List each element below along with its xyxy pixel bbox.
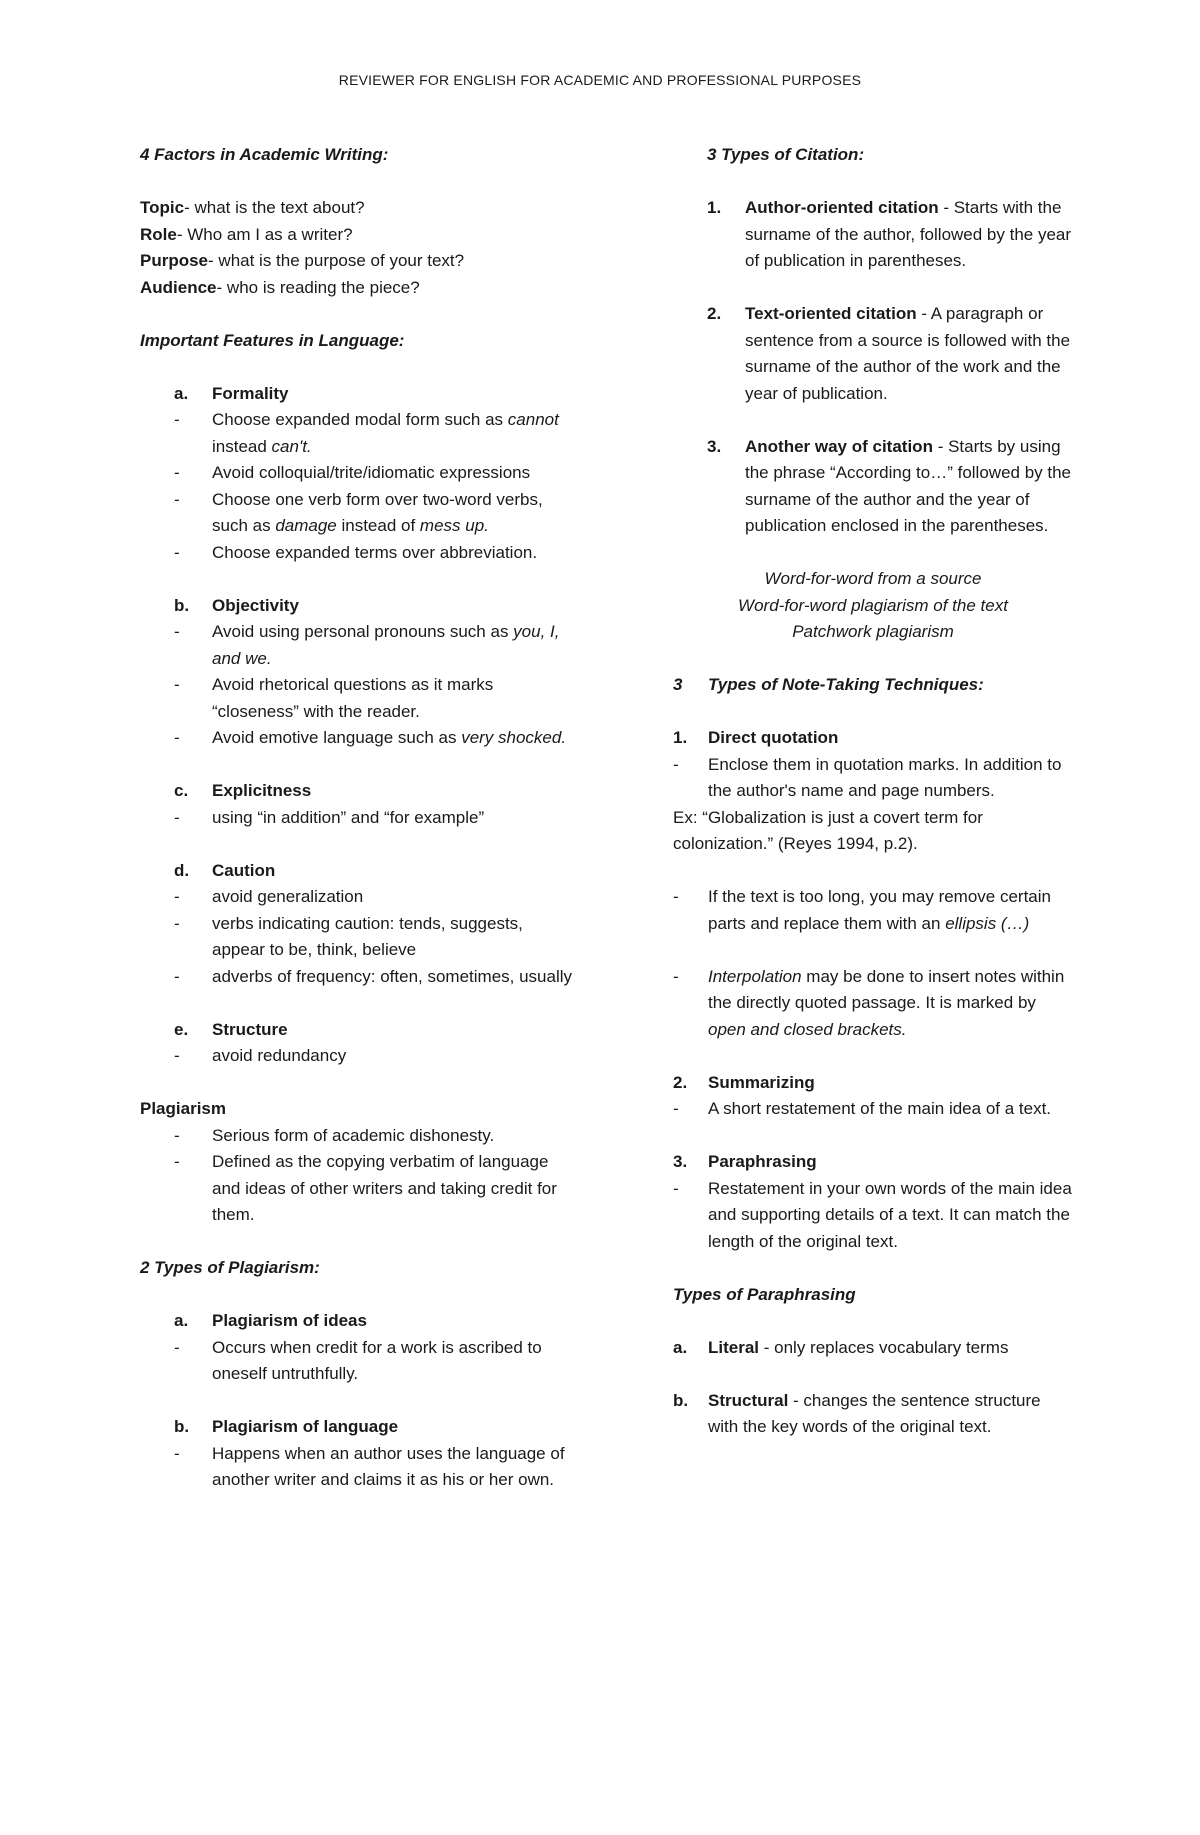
right-column bbox=[673, 142, 1073, 1441]
bullet-item: - verbs indicating caution: tends, suggests, appear to be, think, believe bbox=[174, 913, 523, 959]
bullet-item: - If the text is too long, you may remove certain parts and replace them with an ellipsis (…) bbox=[673, 887, 1051, 933]
factor-topic: Topic- what is the text about? bbox=[140, 198, 365, 217]
plagiarism-of-language: b. Plagiarism of language bbox=[174, 1417, 399, 1436]
features-heading: Important Features in Language: bbox=[140, 330, 405, 350]
centered-line: Word-for-word plagiarism of the text bbox=[738, 595, 1008, 615]
bullet-item: - adverbs of frequency: often, sometimes, usually bbox=[174, 966, 573, 986]
bullet-item: - avoid generalization bbox=[174, 887, 364, 906]
bullet-item: - Choose expanded terms over abbreviation. bbox=[174, 542, 538, 562]
page-header: REVIEWER FOR ENGLISH FOR ACADEMIC AND PROFESSIONAL PURPOSES bbox=[338, 72, 862, 88]
paraphrasing-structural: b. Structural - changes the sentence structure with the key words of the original text. bbox=[673, 1390, 1041, 1436]
bullet-item: - Avoid emotive language such as very shocked. bbox=[174, 728, 567, 747]
bullet-item: - Avoid colloquial/trite/idiomatic expressions bbox=[174, 463, 531, 482]
note-taking-heading: 3 Types of Note-Taking Techniques: bbox=[673, 675, 984, 694]
bullet-item: - Happens when an author uses the language of another writer and claims it as his or her own. bbox=[174, 1443, 565, 1489]
plagiarism-of-ideas: a. Plagiarism of ideas bbox=[174, 1311, 367, 1330]
bullet-item: - Interpolation may be done to insert notes within the directly quoted passage. It is marked by open and closed brackets. bbox=[673, 966, 1065, 1039]
bullet-item: - Choose expanded modal form such as cannot instead can't. bbox=[174, 410, 559, 456]
bullet-item: - Avoid rhetorical questions as it marks “closeness” with the reader. bbox=[174, 675, 494, 721]
paraphrasing: 3. Paraphrasing bbox=[673, 1152, 817, 1171]
citation-another-way: 3. Another way of citation - Starts by using the phrase “According to…” followed by the surname of the author and the year of publication enclosed in the parentheses. bbox=[707, 436, 1072, 535]
citation-heading: 3 Types of Citation: bbox=[707, 145, 865, 164]
plagiarism-heading: Plagiarism bbox=[140, 1099, 226, 1118]
summarizing: 2. Summarizing bbox=[673, 1072, 815, 1092]
bullet-item: - avoid redundancy bbox=[174, 1046, 347, 1065]
factor-role: Role- Who am I as a writer? bbox=[140, 224, 353, 244]
bullet-item: - Occurs when credit for a work is ascribed to oneself untruthfully. bbox=[174, 1337, 542, 1383]
types-plagiarism-heading: 2 Types of Plagiarism: bbox=[140, 1258, 320, 1277]
factors-heading: 4 Factors in Academic Writing: bbox=[140, 145, 389, 164]
bullet-item: - Avoid using personal pronouns such as you, I, and we. bbox=[174, 622, 560, 668]
bullet-item: - Enclose them in quotation marks. In addition to the author's name and page numbers. bbox=[673, 754, 1062, 800]
feature-explicitness: c. Explicitness bbox=[174, 781, 312, 800]
bullet-item: - A short restatement of the main idea of a text. bbox=[673, 1099, 1052, 1118]
centered-line: Word-for-word from a source bbox=[764, 569, 982, 588]
citation-author-oriented: 1. Author-oriented citation - Starts with the surname of the author, followed by the year of publication in parentheses. bbox=[707, 198, 1072, 270]
feature-structure: e. Structure bbox=[174, 1019, 288, 1039]
types-paraphrasing-heading: Types of Paraphrasing bbox=[673, 1284, 856, 1304]
bullet-item: - Restatement in your own words of the main idea and supporting details of a text. It can match the length of the original text. bbox=[673, 1178, 1072, 1251]
bullet-item: - Choose one verb form over two-word verbs, such as damage instead of mess up. bbox=[174, 489, 543, 535]
centered-line: Patchwork plagiarism bbox=[792, 622, 954, 641]
factor-purpose: Purpose- what is the purpose of your text? bbox=[140, 251, 465, 270]
paraphrasing-literal: a. Literal - only replaces vocabulary terms bbox=[673, 1337, 1009, 1357]
bullet-item: - using “in addition” and “for example” bbox=[174, 807, 485, 827]
feature-caution: d. Caution bbox=[174, 860, 276, 880]
feature-formality: a. Formality bbox=[174, 383, 289, 403]
feature-objectivity: b. Objectivity bbox=[174, 595, 299, 615]
citation-text-oriented: 2. Text-oriented citation - A paragraph or sentence from a source is followed with the surname of the author of the work and the year of publication. bbox=[707, 304, 1071, 403]
bullet-item: - Defined as the copying verbatim of language and ideas of other writers and taking credit for them. bbox=[174, 1152, 557, 1224]
factor-audience: Audience- who is reading the piece? bbox=[140, 277, 420, 297]
bullet-item: - Serious form of academic dishonesty. bbox=[174, 1125, 495, 1145]
direct-quotation: 1. Direct quotation bbox=[673, 728, 839, 747]
left-column bbox=[140, 142, 580, 1494]
example-quote: Ex: “Globalization is just a covert term for colonization.” (Reyes 1994, p.2). bbox=[673, 807, 983, 853]
